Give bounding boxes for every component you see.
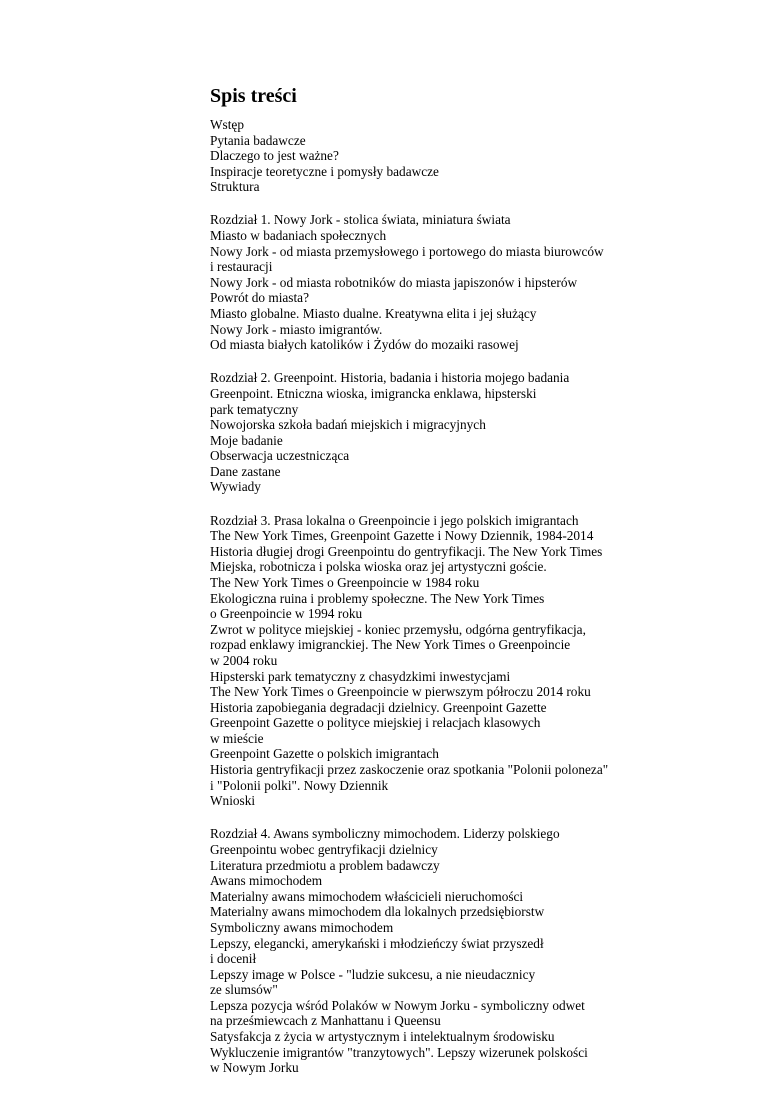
toc-entry: Nowojorska szkoła badań miejskich i migracyjnych [210,417,486,433]
toc-entry: Dlaczego to jest ważne? [210,148,339,164]
toc-entry: Materialny awans mimochodem właścicieli nieruchomości [210,888,524,904]
toc-entry: Awans mimochodem [210,873,323,889]
toc-chapter-heading: Rozdział 2. Greenpoint. Historia, badania i historia mojego badania [210,370,570,386]
toc-entry: Historia gentryfikacji przez zaskoczenie oraz spotkania "Polonii poloneza" [210,762,609,778]
toc-entry: i docenił [210,951,257,967]
table-of-contents [210,84,750,1093]
toc-entry: The New York Times o Greenpoincie w 1984 roku [210,574,480,590]
toc-entry: Zwrot w polityce miejskiej - koniec przemysłu, odgórna gentryfikacja, [210,621,586,637]
toc-entry: Od miasta białych katolików i Żydów do mozaiki rasowej [210,337,519,353]
toc-entry: Lepszy image w Polsce - "ludzie sukcesu, a nie nieudacznicy [210,966,536,982]
toc-section-intro [210,117,750,195]
toc-entry: Greenpoint Gazette o polityce miejskiej i relacjach klasowych [210,715,541,731]
toc-section-chapter-4 [210,826,750,1076]
toc-entry: Greenpointu wobec gentryfikacji dzielnicy [210,841,438,857]
toc-entry: Obserwacja uczestnicząca [210,448,350,464]
toc-entry: rozpad enklawy imigranckiej. The New York Times o Greenpoincie [210,637,571,653]
toc-entry: Wnioski [210,793,256,809]
toc-entry: Literatura przedmiotu a problem badawczy [210,857,440,873]
toc-entry: Powrót do miasta? [210,290,309,306]
toc-entry: Historia długiej drogi Greenpointu do gentryfikacji. The New York Times [210,543,603,559]
toc-entry: Symboliczny awans mimochodem [210,919,394,935]
toc-entry: Greenpoint. Etniczna wioska, imigrancka enklawa, hipsterski [210,385,537,401]
toc-entry: na prześmiewcach z Manhattanu i Queensu [210,1013,441,1029]
toc-entry: i restauracji [210,259,273,275]
toc-entry: Satysfakcja z życia w artystycznym i intelektualnym środowisku [210,1029,555,1045]
toc-entry: Dane zastane [210,463,281,479]
toc-section-chapter-2 [210,370,750,495]
toc-entry: Hipsterski park tematyczny z chasydzkimi inwestycjami [210,668,511,684]
toc-entry: Wykluczenie imigrantów "tranzytowych". Lepszy wizerunek polskości [210,1044,588,1060]
toc-chapter-heading: Rozdział 1. Nowy Jork - stolica świata, miniatura świata [210,212,511,228]
toc-entry: Nowy Jork - od miasta robotników do miasta japiszonów i hipsterów [210,274,578,290]
toc-chapter-heading: Rozdział 4. Awans symboliczny mimochodem. Liderzy polskiego [210,826,560,842]
toc-chapter-heading: Rozdział 3. Prasa lokalna o Greenpoincie i jego polskich imigrantach [210,512,579,528]
toc-entry: Wstęp [210,117,244,132]
toc-entry: o Greenpoincie w 1994 roku [210,606,363,622]
toc-title: Spis treści [210,85,297,107]
toc-entry: Struktura [210,179,260,195]
toc-entry: Nowy Jork - od miasta przemysłowego i portowego do miasta biurowców [210,243,604,259]
toc-entry: Ekologiczna ruina i problemy społeczne. The New York Times [210,590,545,606]
toc-entry: park tematyczny [210,401,299,417]
toc-entry: Wywiady [210,479,261,495]
toc-entry: The New York Times, Greenpoint Gazette i Nowy Dziennik, 1984-2014 [210,528,594,544]
toc-entry: Lepszy, elegancki, amerykański i młodzieńczy świat przyszedł [210,935,544,951]
toc-entry: Pytania badawcze [210,132,306,148]
toc-section-chapter-1 [210,212,750,352]
toc-entry: Miejska, robotnicza i polska wioska oraz jej artystyczni goście. [210,559,547,575]
toc-entry: w Nowym Jorku [210,1060,299,1076]
toc-entry: The New York Times o Greenpoincie w pierwszym półroczu 2014 roku [210,684,591,700]
toc-entry: Moje badanie [210,432,283,448]
toc-entry: Inspiracje teoretyczne i pomysły badawcze [210,163,439,179]
toc-section-chapter-3 [210,513,750,809]
toc-entry: Nowy Jork - miasto imigrantów. [210,321,383,337]
toc-entry: w mieście [210,730,264,746]
toc-entry: Historia zapobiegania degradacji dzielnicy. Greenpoint Gazette [210,699,547,715]
toc-entry: Materialny awans mimochodem dla lokalnych przedsiębiorstw [210,904,545,920]
toc-entry: Lepsza pozycja wśród Polaków w Nowym Jorku - symboliczny odwet [210,997,585,1013]
toc-entry: Miasto w badaniach społecznych [210,228,387,244]
toc-entry: Greenpoint Gazette o polskich imigrantach [210,746,439,762]
toc-entry: Miasto globalne. Miasto dualne. Kreatywna elita i jej służący [210,306,537,322]
toc-entry: ze slumsów" [210,982,278,998]
toc-entry: w 2004 roku [210,652,278,668]
toc-entry: i "Polonii polki". Nowy Dziennik [210,777,389,793]
